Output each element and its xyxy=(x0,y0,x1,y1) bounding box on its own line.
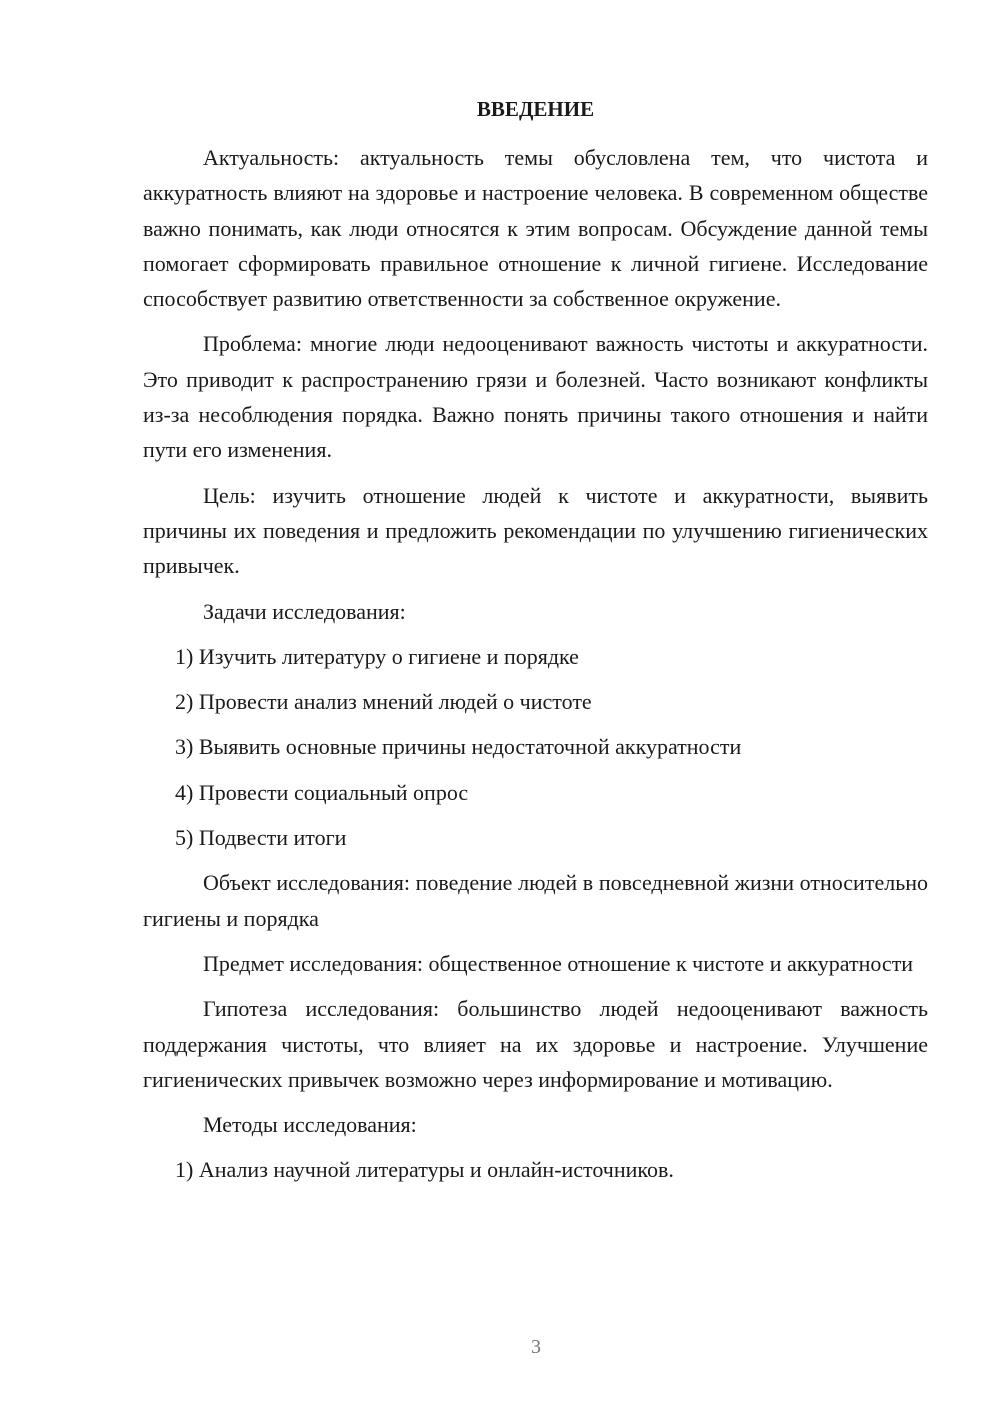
task-item: 1) Изучить литературу о гигиене и порядке xyxy=(175,643,579,669)
tasks-heading: Задачи исследования: xyxy=(203,598,406,624)
problem-paragraph: Проблема: многие люди недооценивают важность чистоты и аккуратности. Это приводит к распространению грязи и болезней. Часто возникают конфликты из-за несоблюдения порядка. Важно понять причины такого отношения и найти пути его изменения. xyxy=(143,331,928,463)
goal-paragraph: Цель: изучить отношение людей к чистоте и аккуратности, выявить причины их поведения и предложить рекомендации по улучшению гигиенических привычек. xyxy=(143,482,928,579)
task-item: 3) Выявить основные причины недостаточной аккуратности xyxy=(175,734,742,760)
methods-heading: Методы исследования: xyxy=(203,1112,417,1138)
hypothesis-paragraph: Гипотеза исследования: большинство людей недооценивают важность поддержания чистоты, что влияет на их здоровье и настроение. Улучшение гигиенических привычек возможно через информирование и мотивацию. xyxy=(143,996,928,1092)
relevance-paragraph: Актуальность: актуальность темы обусловлена тем, что чистота и аккуратность влияют на здоровье и настроение человека. В современном обществе важно понимать, как люди относятся к этим вопросам. Обсуждение данной темы помогает сформировать правильное отношение к личной гигиене. Исследование способствует развитию ответственности за собственное окружение. xyxy=(143,145,928,312)
page-number: 3 xyxy=(531,1336,541,1358)
page-title: ВВЕДЕНИЕ xyxy=(476,97,595,121)
task-item: 2) Провести анализ мнений людей о чистоте xyxy=(175,689,592,715)
method-item: 1) Анализ научной литературы и онлайн-источников. xyxy=(175,1157,674,1183)
page-content xyxy=(143,92,928,1198)
object-paragraph: Объект исследования: поведение людей в повседневной жизни относительно гигиены и порядка xyxy=(143,870,928,931)
task-item: 4) Провести социальный опрос xyxy=(175,779,469,805)
task-item: 5) Подвести итоги xyxy=(175,825,347,851)
subject-paragraph: Предмет исследования: общественное отношение к чистоте и аккуратности xyxy=(203,950,914,976)
